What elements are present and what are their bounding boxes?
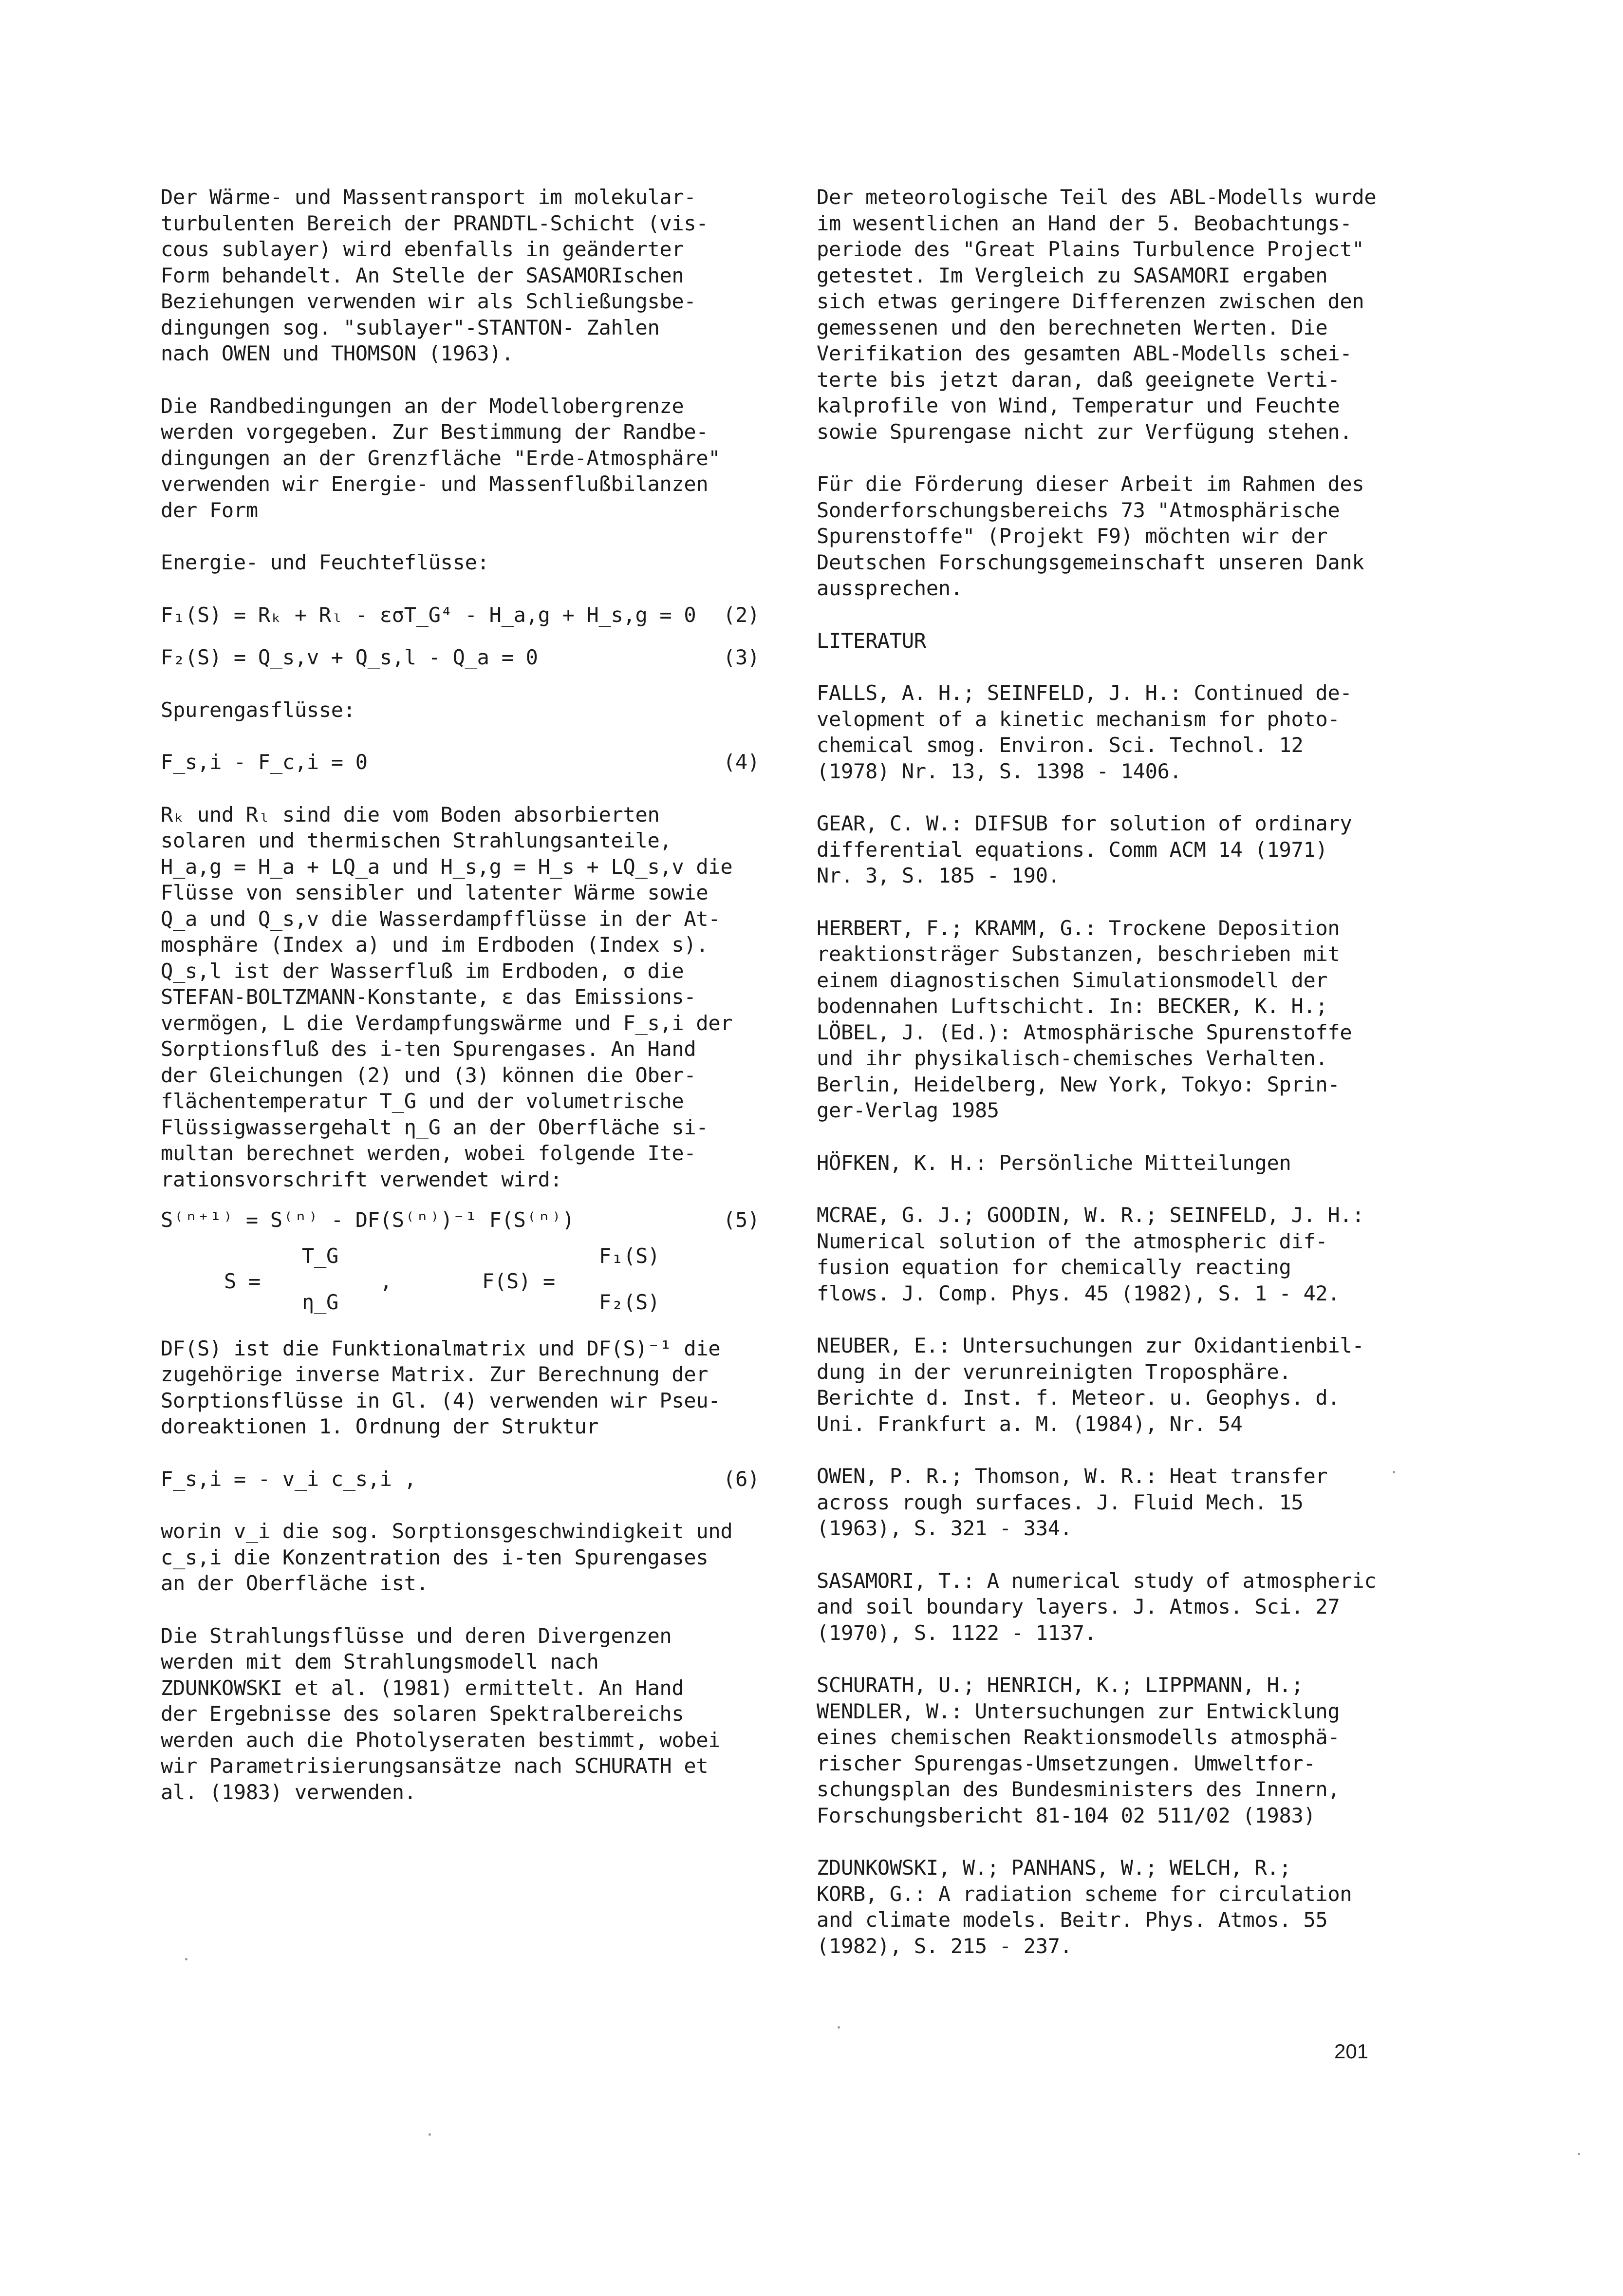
equation-3-number: (3) <box>723 645 760 669</box>
reference-item <box>817 915 1430 1124</box>
reference-line: chemical smog. Environ. Sci. Technol. 12 <box>817 733 1304 757</box>
s-bottom-entry: η_G <box>302 1290 338 1314</box>
text-line: Q_a und Q_s,v die Wasserdampfflüsse in der At- <box>161 906 721 931</box>
text-line: kalprofile von Wind, Temperatur und Feuchte <box>817 394 1340 417</box>
reference-line: fusion equation for chemically reacting <box>817 1255 1291 1279</box>
equation-4-number: (4) <box>723 750 760 774</box>
reference-line: Forschungsbericht 81-104 02 511/02 (1983) <box>817 1803 1316 1827</box>
reference-line: (1982), S. 215 - 237. <box>817 1934 1072 1958</box>
separator-comma: , <box>380 1269 392 1293</box>
text-line: nach OWEN und THOMSON (1963). <box>161 341 514 365</box>
text-line: periode des "Great Plains Turbulence Project" <box>817 237 1364 261</box>
text-line: Deutschen Forschungsgemeinschaft unseren Dank <box>817 550 1364 574</box>
equation-2-text: F₁(S) = Rₖ + Rₗ - εσT_G⁴ - H_a,g + H_s,g = 0 <box>161 602 696 627</box>
text-line: Für die Förderung dieser Arbeit im Rahmen des <box>817 472 1364 496</box>
paragraph-radiation-fluxes <box>161 1623 760 1806</box>
reference-item <box>817 1333 1430 1437</box>
reference-line: OWEN, P. R.; Thomson, W. R.: Heat transfer <box>817 1464 1328 1488</box>
text-line: rationsvorschrift verwendet wird: <box>161 1167 562 1191</box>
reference-line: HERBERT, F.; KRAMM, G.: Trockene Deposition <box>817 916 1340 940</box>
reference-line: and soil boundary layers. J. Atmos. Sci. 27 <box>817 1595 1340 1618</box>
text-line: STEFAN-BOLTZMANN-Konstante, ε das Emissions- <box>161 985 696 1009</box>
energy-fluxes-heading: Energie- und Feuchteflüsse: <box>161 550 489 574</box>
text-line: an der Oberfläche ist. <box>161 1571 429 1595</box>
reference-line: KORB, G.: A radiation scheme for circulation <box>817 1882 1352 1906</box>
text-line: DF(S) ist die Funktionalmatrix und DF(S)⁻¹ die <box>161 1336 721 1360</box>
reference-line: Berlin, Heidelberg, New York, Tokyo: Sprin- <box>817 1072 1340 1096</box>
reference-line: (1970), S. 1122 - 1137. <box>817 1620 1097 1645</box>
reference-line: dung in der verunreinigten Troposphäre. <box>817 1359 1291 1384</box>
text-line: werden vorgegeben. Zur Bestimmung der Randbe- <box>161 420 709 444</box>
text-line: zugehörige inverse Matrix. Zur Berechnung der <box>161 1362 709 1386</box>
reference-item <box>817 810 1430 889</box>
reference-line: Uni. Frankfurt a. M. (1984), Nr. 54 <box>817 1411 1243 1436</box>
reference-line: SASAMORI, T.: A numerical study of atmospheric <box>817 1568 1377 1593</box>
text-line: Der Wärme- und Massentransport im molekular- <box>161 185 696 209</box>
text-line: Die Randbedingungen an der Modellobergrenze <box>161 394 684 418</box>
text-line: getestet. Im Vergleich zu SASAMORI ergaben <box>817 263 1328 287</box>
text-line: Verifikation des gesamten ABL-Modells schei- <box>817 341 1352 365</box>
text-line: terte bis jetzt daran, daß geeignete Verti- <box>817 367 1340 392</box>
reference-item <box>817 1463 1430 1542</box>
text-line: Beziehungen verwenden wir als Schließungsbe- <box>161 289 696 313</box>
equation-5-text: S⁽ⁿ⁺¹⁾ = S⁽ⁿ⁾ - DF(S⁽ⁿ⁾)⁻¹ F(S⁽ⁿ⁾) <box>161 1208 575 1232</box>
reference-line: bodennahen Luftschicht. In: BECKER, K. H.; <box>817 994 1328 1018</box>
scan-speck <box>429 2133 431 2136</box>
text-line: sowie Spurengase nicht zur Verfügung stehen. <box>817 419 1352 444</box>
paragraph-symbol-definitions <box>161 802 760 1193</box>
right-column <box>817 184 1430 1985</box>
reference-line: reaktionsträger Substanzen, beschrieben mit <box>817 942 1340 966</box>
text-line: Spurenstoffe" (Projekt F9) möchten wir der <box>817 524 1328 548</box>
equation-6-text: F_s,i = - v_i c_s,i , <box>161 1467 416 1491</box>
paragraph-meteorological-part <box>817 184 1430 445</box>
text-line: verwenden wir Energie- und Massenflußbilanzen <box>161 472 709 496</box>
reference-line: und ihr physikalisch-chemisches Verhalten. <box>817 1046 1328 1070</box>
text-line: aussprechen. <box>817 576 963 600</box>
reference-line: ger-Verlag 1985 <box>817 1098 999 1122</box>
text-line: cous sublayer) wird ebenfalls in geänderter <box>161 237 684 261</box>
text-line: worin v_i die sog. Sorptionsgeschwindigkeit und <box>161 1519 733 1543</box>
reference-line: eines chemischen Reaktionsmodells atmosphä- <box>817 1725 1340 1749</box>
reference-line: Numerical solution of the atmospheric dif- <box>817 1229 1328 1253</box>
literature-heading: LITERATUR <box>817 628 926 653</box>
reference-list <box>817 680 1430 1959</box>
reference-line: einem diagnostischen Simulationsmodell der <box>817 968 1328 992</box>
text-line: Rₖ und Rₗ sind die vom Boden absorbierten <box>161 802 660 827</box>
text-line: Q_s,l ist der Wasserfluß im Erdboden, σ die <box>161 959 684 983</box>
paragraph-acknowledgement <box>817 471 1430 602</box>
text-line: mosphäre (Index a) und im Erdboden (Index s). <box>161 933 709 957</box>
s-top-entry: T_G <box>302 1243 338 1268</box>
text-line: vermögen, L die Verdampfungswärme und F_s,i der <box>161 1011 733 1035</box>
text-line: sich etwas geringere Differenzen zwischen den <box>817 289 1364 313</box>
text-line: dingungen sog. "sublayer"-STANTON- Zahlen <box>161 315 660 339</box>
scan-speck <box>1578 2153 1580 2155</box>
text-line: im wesentlichen an Hand der 5. Beobachtungs- <box>817 211 1352 235</box>
reference-item <box>817 680 1430 784</box>
text-line: doreaktionen 1. Ordnung der Struktur <box>161 1414 599 1438</box>
page-number: 201 <box>1334 2040 1369 2063</box>
text-line: Sorptionsflüsse in Gl. (4) verwenden wir Pseu- <box>161 1388 721 1412</box>
reference-line: across rough surfaces. J. Fluid Mech. 15 <box>817 1490 1304 1514</box>
reference-item <box>817 1568 1430 1646</box>
text-line: multan berechnet werden, wobei folgende Ite- <box>161 1141 696 1165</box>
reference-line: (1963), S. 321 - 334. <box>817 1516 1072 1540</box>
s-label: S = <box>224 1269 261 1293</box>
reference-item <box>817 1202 1430 1306</box>
scan-speck <box>185 1958 187 1960</box>
text-line: Flüssigwassergehalt η_G an der Oberfläche si- <box>161 1115 709 1139</box>
equation-6 <box>161 1466 760 1492</box>
state-vector-definition <box>161 1243 760 1321</box>
text-line: turbulenten Bereich der PRANDTL-Schicht (vis- <box>161 211 709 235</box>
text-line: Der meteorologische Teil des ABL-Modells wurde <box>817 185 1377 209</box>
reference-line: GEAR, C. W.: DIFSUB for solution of ordinary <box>817 811 1352 835</box>
paragraph-functional-matrix <box>161 1336 760 1440</box>
equation-5 <box>161 1207 760 1233</box>
reference-line: Berichte d. Inst. f. Meteor. u. Geophys. d. <box>817 1386 1340 1410</box>
text-line: c_s,i die Konzentration des i-ten Spurengases <box>161 1545 709 1569</box>
text-line: gemessenen und den berechneten Werten. Die <box>817 315 1328 339</box>
reference-item <box>817 1150 1430 1176</box>
paragraph-heat-mass-transport <box>161 184 760 367</box>
reference-line: rischer Spurengas-Umsetzungen. Umweltfor- <box>817 1751 1316 1775</box>
reference-line: flows. J. Comp. Phys. 45 (1982), S. 1 - 42. <box>817 1281 1340 1305</box>
equation-6-number: (6) <box>723 1467 760 1491</box>
text-line: Form behandelt. An Stelle der SASAMORIschen <box>161 263 684 287</box>
reference-line: Nr. 3, S. 185 - 190. <box>817 864 1060 887</box>
text-line: dingungen an der Grenzfläche "Erde-Atmosphäre" <box>161 446 721 470</box>
equation-2 <box>161 602 760 628</box>
equation-5-number: (5) <box>723 1208 760 1232</box>
text-line: Die Strahlungsflüsse und deren Divergenzen <box>161 1623 672 1648</box>
text-line: H_a,g = H_a + LQ_a und H_s,g = H_s + LQ_s,v die <box>161 854 733 879</box>
reference-item <box>817 1855 1430 1959</box>
text-line: der Form <box>161 498 258 522</box>
f-top-entry: F₁(S) <box>599 1243 660 1268</box>
reference-line: velopment of a kinetic mechanism for photo- <box>817 707 1340 731</box>
text-line: Sorptionsfluß des i-ten Spurengases. An Hand <box>161 1037 696 1061</box>
text-line: der Ergebnisse des solaren Spektralbereichs <box>161 1702 684 1726</box>
paragraph-boundary-conditions <box>161 393 760 524</box>
text-line: flächentemperatur T_G und der volumetrische <box>161 1089 684 1113</box>
text-line: werden auch die Photolyseraten bestimmt, wobei <box>161 1728 721 1752</box>
reference-line: LÖBEL, J. (Ed.): Atmosphärische Spurenstoffe <box>817 1020 1352 1044</box>
reference-line: schungsplan des Bundesministers des Innern, <box>817 1777 1340 1801</box>
f-bottom-entry: F₂(S) <box>599 1290 660 1314</box>
left-column <box>161 184 760 1831</box>
reference-line: WENDLER, W.: Untersuchungen zur Entwicklung <box>817 1699 1340 1723</box>
f-label: F(S) = <box>482 1269 555 1293</box>
equation-3 <box>161 644 760 671</box>
text-line: Sonderforschungsbereichs 73 "Atmosphärische <box>817 498 1340 522</box>
reference-item <box>817 1672 1430 1828</box>
equation-3-text: F₂(S) = Q_s,v + Q_s,l - Q_a = 0 <box>161 645 538 669</box>
trace-gas-fluxes-heading: Spurengasflüsse: <box>161 697 355 722</box>
reference-line: ZDUNKOWSKI, W.; PANHANS, W.; WELCH, R.; <box>817 1856 1291 1880</box>
equation-2-number: (2) <box>723 602 760 627</box>
text-line: solaren und thermischen Strahlungsanteile, <box>161 828 672 852</box>
text-line: werden mit dem Strahlungsmodell nach <box>161 1650 599 1674</box>
equation-4-text: F_s,i - F_c,i = 0 <box>161 750 368 774</box>
paragraph-sorption-velocity <box>161 1518 760 1597</box>
reference-line: HÖFKEN, K. H.: Persönliche Mitteilungen <box>817 1150 1291 1175</box>
text-line: Flüsse von sensibler und latenter Wärme sowie <box>161 881 709 904</box>
reference-line: MCRAE, G. J.; GOODIN, W. R.; SEINFELD, J. H.: <box>817 1203 1364 1227</box>
reference-line: (1978) Nr. 13, S. 1398 - 1406. <box>817 759 1182 783</box>
scan-speck <box>1393 1471 1395 1473</box>
text-line: der Gleichungen (2) und (3) können die Ober- <box>161 1063 696 1087</box>
equation-4 <box>161 749 760 775</box>
reference-line: FALLS, A. H.; SEINFELD, J. H.: Continued de- <box>817 681 1352 705</box>
scan-speck <box>838 2026 840 2029</box>
reference-line: SCHURATH, U.; HENRICH, K.; LIPPMANN, H.; <box>817 1673 1304 1697</box>
reference-line: and climate models. Beitr. Phys. Atmos. 55 <box>817 1908 1328 1932</box>
reference-line: differential equations. Comm ACM 14 (1971) <box>817 837 1328 862</box>
text-line: wir Parametrisierungsansätze nach SCHURATH et <box>161 1754 709 1778</box>
text-line: al. (1983) verwenden. <box>161 1780 416 1804</box>
reference-line: NEUBER, E.: Untersuchungen zur Oxidantienbil- <box>817 1334 1364 1357</box>
text-line: ZDUNKOWSKI et al. (1981) ermittelt. An Hand <box>161 1675 684 1700</box>
